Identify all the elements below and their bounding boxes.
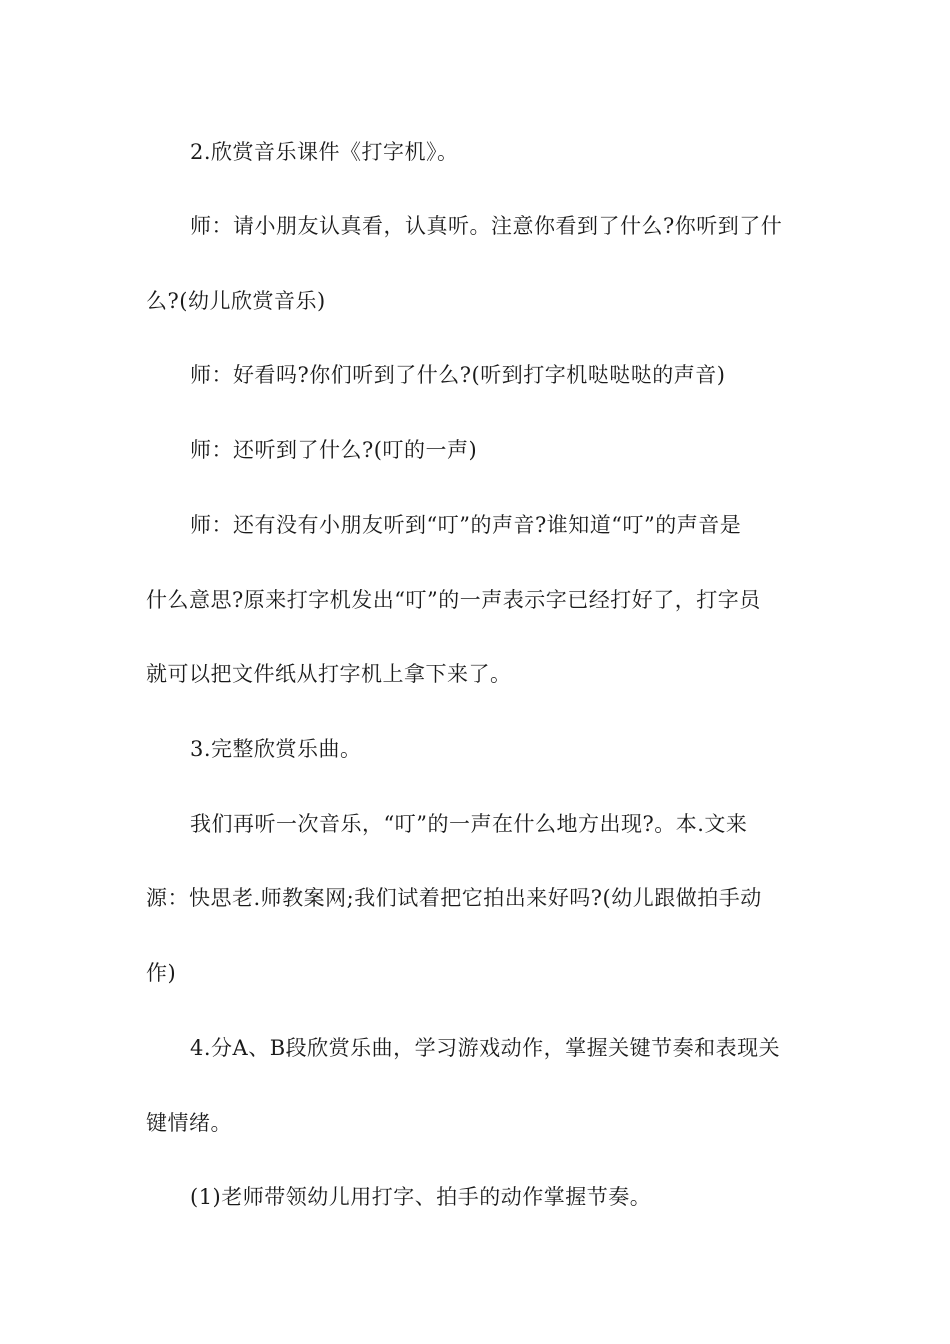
list-item-1: (1)老师带领幼儿用打字、拍手的动作掌握节奏。 (190, 1185, 652, 1209)
heading-4-sections-ab: 4.分A、B段欣赏乐曲，学习游戏动作，掌握关键节奏和表现关 (190, 1036, 781, 1060)
paragraph-line: 师：还听到了什么?(叮的一声) (190, 438, 478, 462)
paragraph-line: 就可以把文件纸从打字机上拿下来了。 (146, 662, 512, 686)
paragraph-line: 源：快思老.师教案网;我们试着把它拍出来好吗?(幼儿跟做拍手动 (146, 886, 762, 910)
paragraph-line: 什么意思?原来打字机发出“叮”的一声表示字已经打好了，打字员 (146, 588, 761, 612)
heading-3-full-appreciation: 3.完整欣赏乐曲。 (190, 737, 362, 761)
heading-2-appreciate-courseware: 2.欣赏音乐课件《打字机》。 (190, 140, 459, 164)
paragraph-line: 么?(幼儿欣赏音乐) (146, 289, 326, 313)
paragraph-line: 我们再听一次音乐，“叮”的一声在什么地方出现?。本.文来 (190, 812, 748, 836)
paragraph-line: 键情绪。 (146, 1111, 232, 1135)
paragraph-line: 作) (146, 961, 177, 985)
paragraph-line: 师：请小朋友认真看，认真听。注意你看到了什么?你听到了什 (190, 214, 783, 238)
paragraph-line: 师：好看吗?你们听到了什么?(听到打字机哒哒哒的声音) (190, 363, 726, 387)
paragraph-line: 师：还有没有小朋友听到“叮”的声音?谁知道“叮”的声音是 (190, 513, 742, 537)
